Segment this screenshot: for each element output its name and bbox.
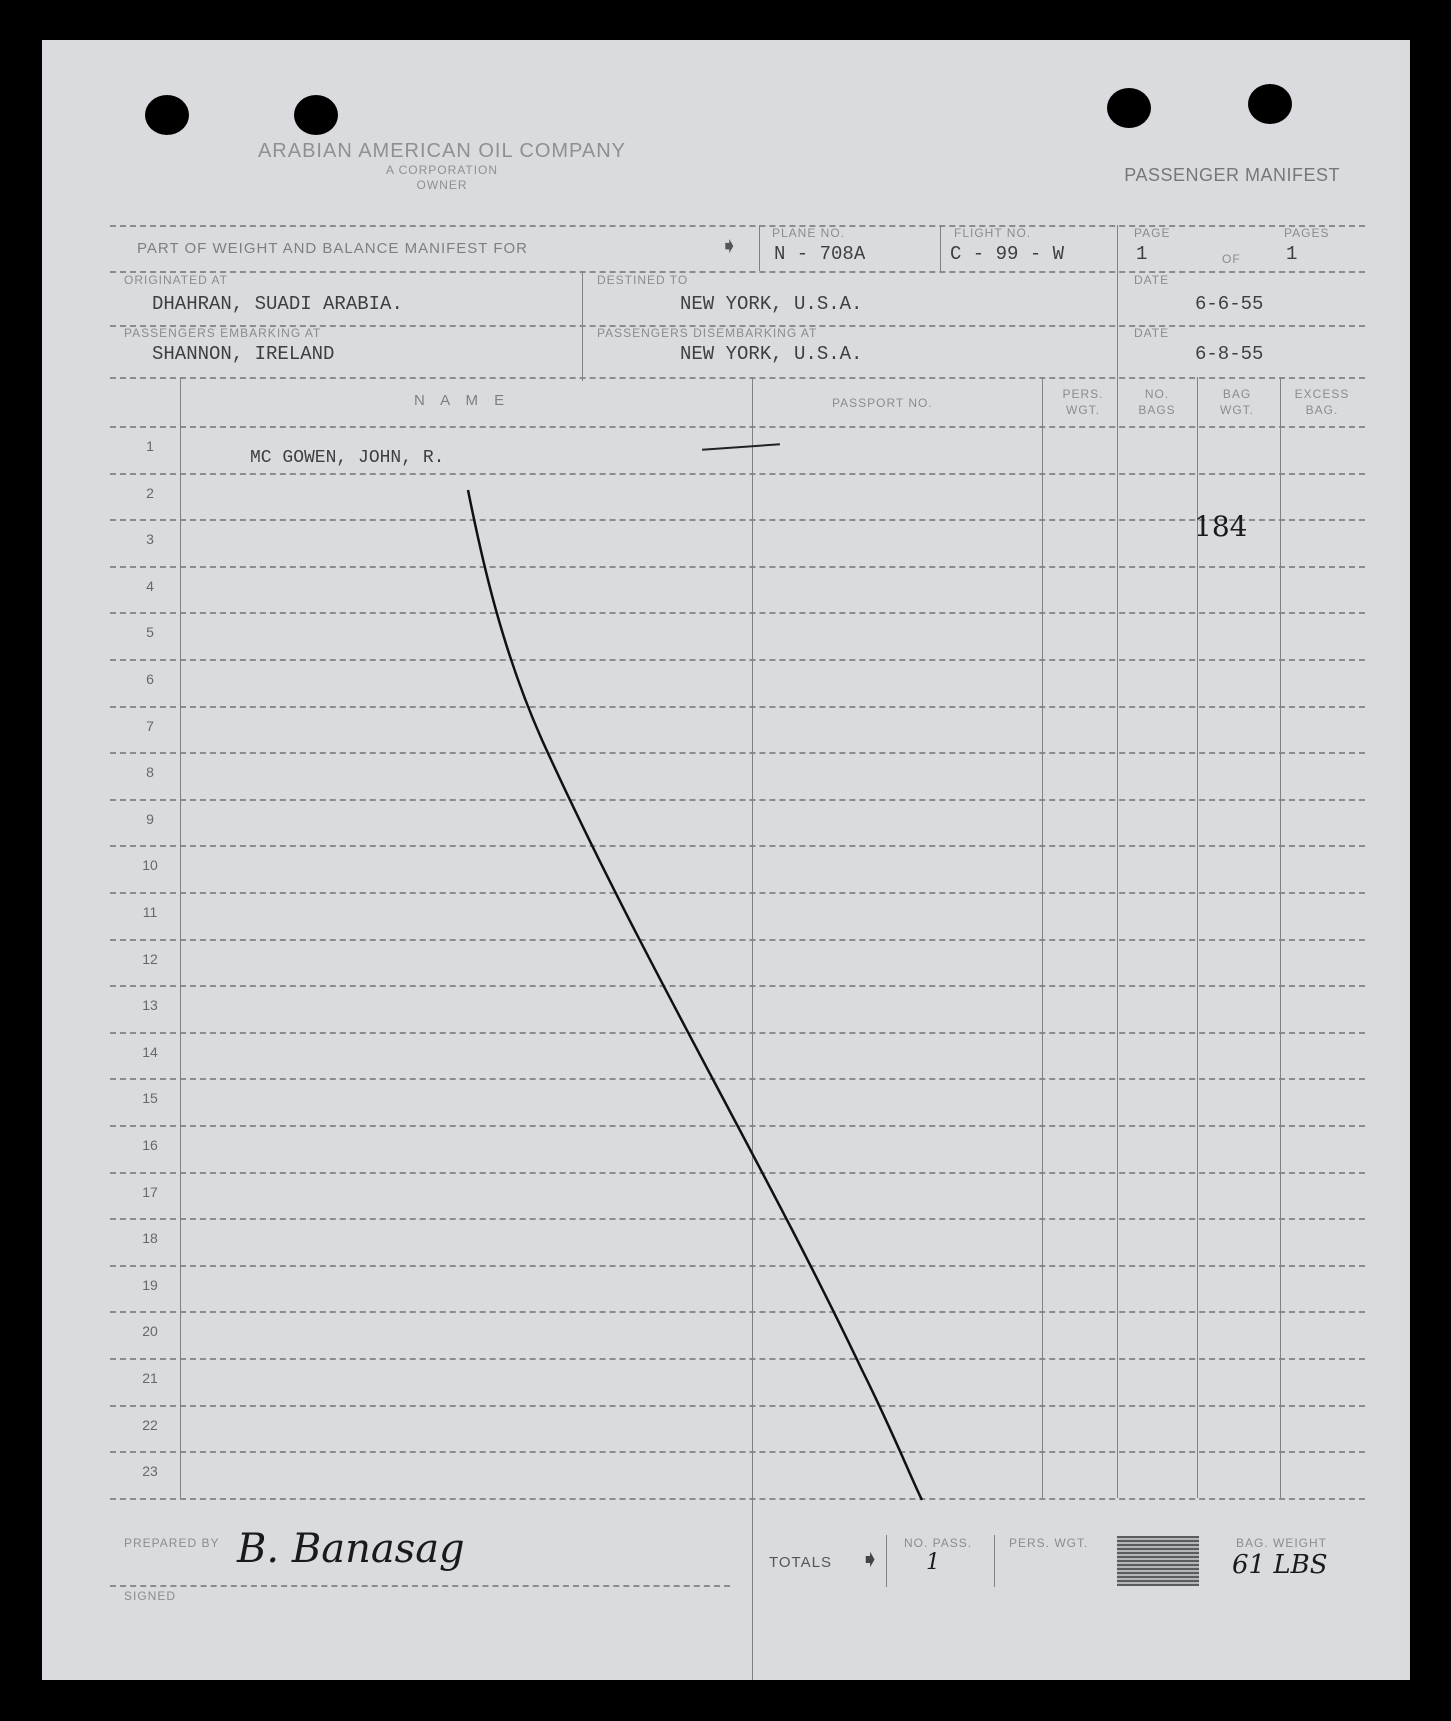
signature-text: B. Banasag — [237, 1526, 465, 1572]
signature — [237, 1526, 465, 1572]
totals-label: TOTALS — [769, 1554, 832, 1571]
date2-value: 6-8-55 — [1195, 343, 1264, 365]
row-number: 12 — [142, 950, 158, 967]
company-corp: A CORPORATION — [385, 163, 499, 177]
row-number: 14 — [142, 1043, 158, 1060]
company-name: ARABIAN AMERICAN OIL COMPANY — [257, 140, 627, 162]
disemb-label: PASSENGERS DISEMBARKING AT — [597, 326, 818, 340]
pers-wgt-label: PERS. WGT. — [1009, 1536, 1089, 1550]
pages-value: 1 — [1286, 243, 1298, 265]
emb-label: PASSENGERS EMBARKING AT — [124, 326, 322, 340]
row-number: 18 — [142, 1230, 158, 1247]
part-label: PART OF WEIGHT AND BALANCE MANIFEST FOR — [137, 240, 529, 257]
col-bag: BAG — [1222, 387, 1252, 401]
arrow-icon: ➧ — [720, 233, 739, 258]
no-pass-value: 1 — [926, 1550, 940, 1575]
strike-line — [42, 40, 1410, 1680]
col-excess-2: BAG. — [1305, 403, 1339, 417]
col-passport: PASSPORT NO. — [832, 396, 933, 410]
of-label: OF — [1222, 252, 1241, 266]
row-number: 8 — [146, 764, 154, 781]
date1-value: 6-6-55 — [1195, 293, 1264, 315]
company-owner: OWNER — [416, 178, 468, 192]
flight-value: C - 99 - W — [950, 243, 1065, 265]
row-number: 19 — [142, 1276, 158, 1293]
row-number: 11 — [142, 904, 158, 920]
row-number: 21 — [142, 1370, 158, 1386]
row-number: 13 — [142, 997, 158, 1014]
emb-value: SHANNON, IRELAND — [152, 343, 335, 365]
col-excess-1: EXCESS — [1294, 387, 1350, 401]
col-bags: BAGS — [1138, 403, 1176, 417]
orig-label: ORIGINATED AT — [124, 273, 228, 287]
col-no: NO. — [1144, 387, 1170, 401]
no-pass-label: NO. PASS. — [904, 1536, 973, 1550]
bag-weight-value: 61 LBS — [1232, 1550, 1328, 1580]
bag-weight-label: BAG. WEIGHT — [1236, 1536, 1328, 1550]
date2-label: DATE — [1134, 326, 1170, 340]
plane-value: N - 708A — [774, 243, 866, 265]
orig-value: DHAHRAN, SUADI ARABIA. — [152, 293, 403, 315]
row-number: 2 — [146, 484, 154, 501]
row-number: 7 — [146, 717, 154, 734]
manifest-sheet — [42, 40, 1410, 1680]
col-pers: PERS. — [1062, 387, 1104, 401]
plane-label: PLANE NO. — [772, 226, 846, 240]
page-value: 1 — [1136, 243, 1148, 265]
row-number: 22 — [142, 1416, 158, 1433]
page-title: PASSENGER MANIFEST — [1124, 165, 1340, 185]
page-label: PAGE — [1134, 226, 1171, 240]
date-label: DATE — [1134, 273, 1170, 287]
row-number: 17 — [142, 1183, 158, 1200]
row-number: 5 — [146, 624, 154, 641]
row-number: 4 — [146, 577, 154, 594]
disemb-value: NEW YORK, U.S.A. — [680, 343, 863, 365]
totals-arrow-icon: ➧ — [860, 1546, 881, 1573]
flight-label: FLIGHT NO. — [954, 226, 1032, 240]
row-number: 15 — [142, 1090, 158, 1107]
dest-value: NEW YORK, U.S.A. — [680, 293, 863, 315]
signed-label: SIGNED — [124, 1589, 177, 1603]
handwritten-number: 184 — [1194, 510, 1248, 543]
col-bagwgt: WGT. — [1220, 403, 1254, 417]
row-number: 23 — [142, 1463, 158, 1480]
row-number: 10 — [142, 857, 158, 874]
row-number: 20 — [142, 1323, 158, 1340]
row-number: 3 — [146, 531, 154, 548]
passenger-name: MC GOWEN, JOHN, R. — [250, 448, 445, 468]
row-number: 16 — [142, 1137, 158, 1153]
pages-label: PAGES — [1284, 226, 1330, 240]
prepared-label: PREPARED BY — [124, 1536, 220, 1550]
dest-label: DESTINED TO — [597, 273, 689, 287]
row-number: 1 — [146, 438, 154, 454]
shaded-box — [1117, 1536, 1199, 1586]
row-number: 6 — [146, 671, 154, 687]
col-name: N A M E — [414, 392, 511, 409]
col-wgt: WGT. — [1066, 403, 1100, 417]
row-number: 9 — [146, 810, 154, 827]
